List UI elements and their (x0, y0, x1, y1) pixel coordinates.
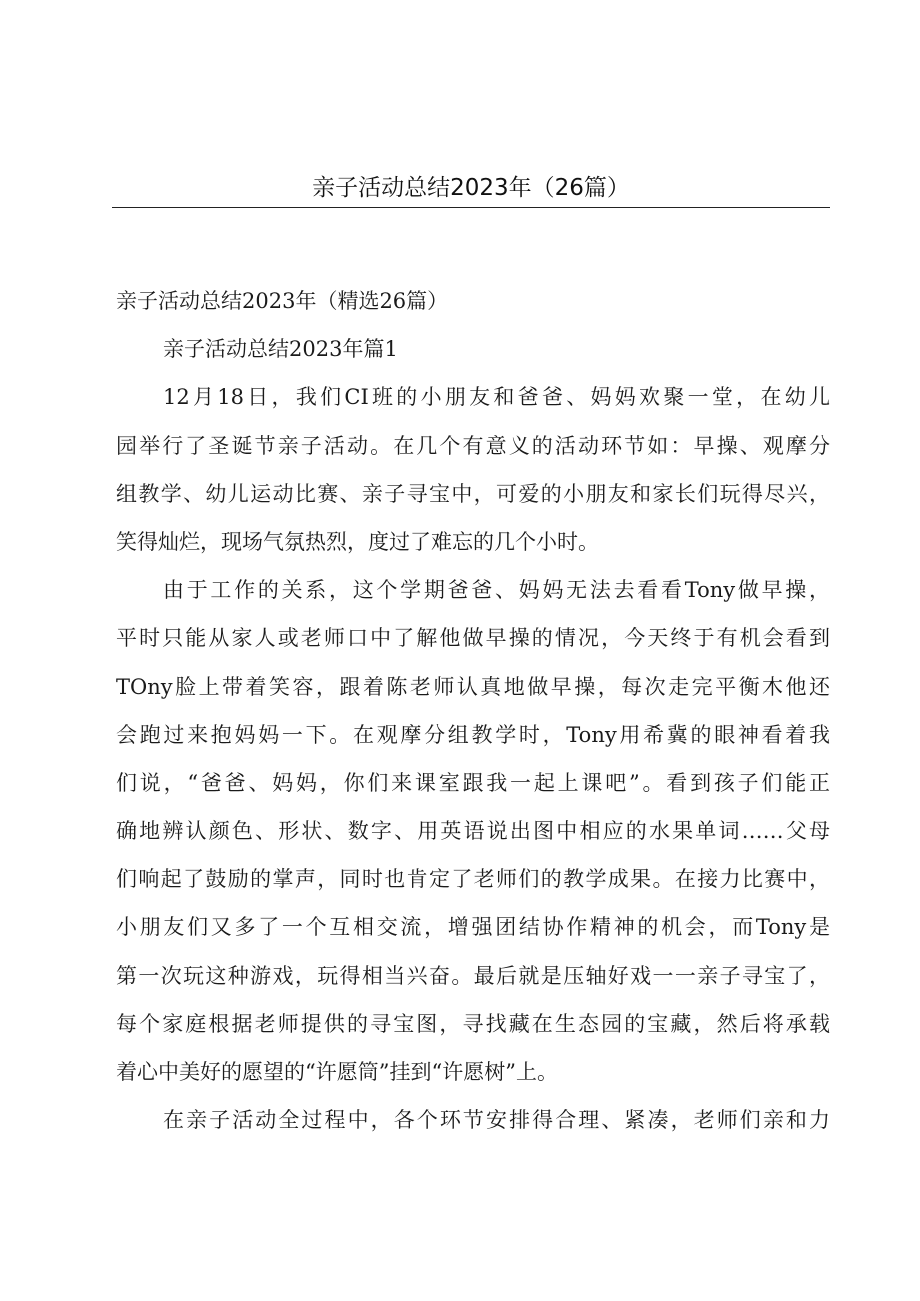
paragraph-1 (116, 373, 830, 566)
paragraph-line: 由于工作的关系，这个学期爸爸、妈妈无法去看看Tony做早操， (163, 578, 830, 603)
paragraph-line: 笑得灿烂，现场气氛热烈，度过了难忘的几个小时。 (116, 529, 599, 554)
paragraph-line: 在亲子活动全过程中，各个环节安排得合理、紧凑，老师们亲和力 (163, 1108, 830, 1133)
paragraph-line: 平时只能从家人或老师口中了解他做早操的情况，今天终于有机会看到 (116, 626, 830, 651)
paragraph-line: TOny脸上带着笑容，跟着陈老师认真地做早操，每次走完平衡木他还 (116, 674, 830, 699)
section-heading: 亲子活动总结2023年篇1 (163, 337, 398, 362)
document-body (116, 277, 830, 1144)
document-subtitle: 亲子活动总结2023年（精选26篇） (116, 289, 449, 313)
paragraph-line: 每个家庭根据老师提供的寻宝图，寻找藏在生态园的宝藏，然后将承载 (116, 1011, 830, 1036)
paragraph-line: 第一次玩这种游戏，玩得相当兴奋。最后就是压轴好戏一一亲子寻宝了， (116, 963, 830, 988)
paragraph-line: 们响起了鼓励的掌声，同时也肯定了老师们的教学成果。在接力比赛中， (116, 867, 830, 892)
paragraph-line: 小朋友们又多了一个互相交流，增强团结协作精神的机会，而Tony是 (116, 915, 830, 940)
paragraph-line: 组教学、幼儿运动比赛、亲子寻宝中，可爱的小朋友和家长们玩得尽兴， (116, 481, 830, 506)
title-divider (112, 207, 830, 208)
paragraph-line: 确地辨认颜色、形状、数字、用英语说出图中相应的水果单词……父母 (116, 819, 830, 844)
paragraph-line: 会跑过来抱妈妈一下。在观摩分组教学时，Tony用希冀的眼神看着我 (116, 722, 830, 747)
paragraph-line: 园举行了圣诞节亲子活动。在几个有意义的活动环节如：早操、观摩分 (116, 433, 830, 458)
paragraph-line: 12月18日，我们CI班的小朋友和爸爸、妈妈欢聚一堂，在幼儿 (163, 385, 830, 410)
paragraph-2 (116, 566, 830, 1096)
paragraph-line: 们说，“爸爸、妈妈，你们来课室跟我一起上课吧”。看到孩子们能正 (116, 770, 830, 795)
paragraph-3 (116, 1096, 830, 1144)
document-title: 亲子活动总结2023年（26篇） (312, 175, 630, 201)
paragraph-line: 着心中美好的愿望的“许愿筒”挂到“许愿树”上。 (116, 1060, 558, 1084)
